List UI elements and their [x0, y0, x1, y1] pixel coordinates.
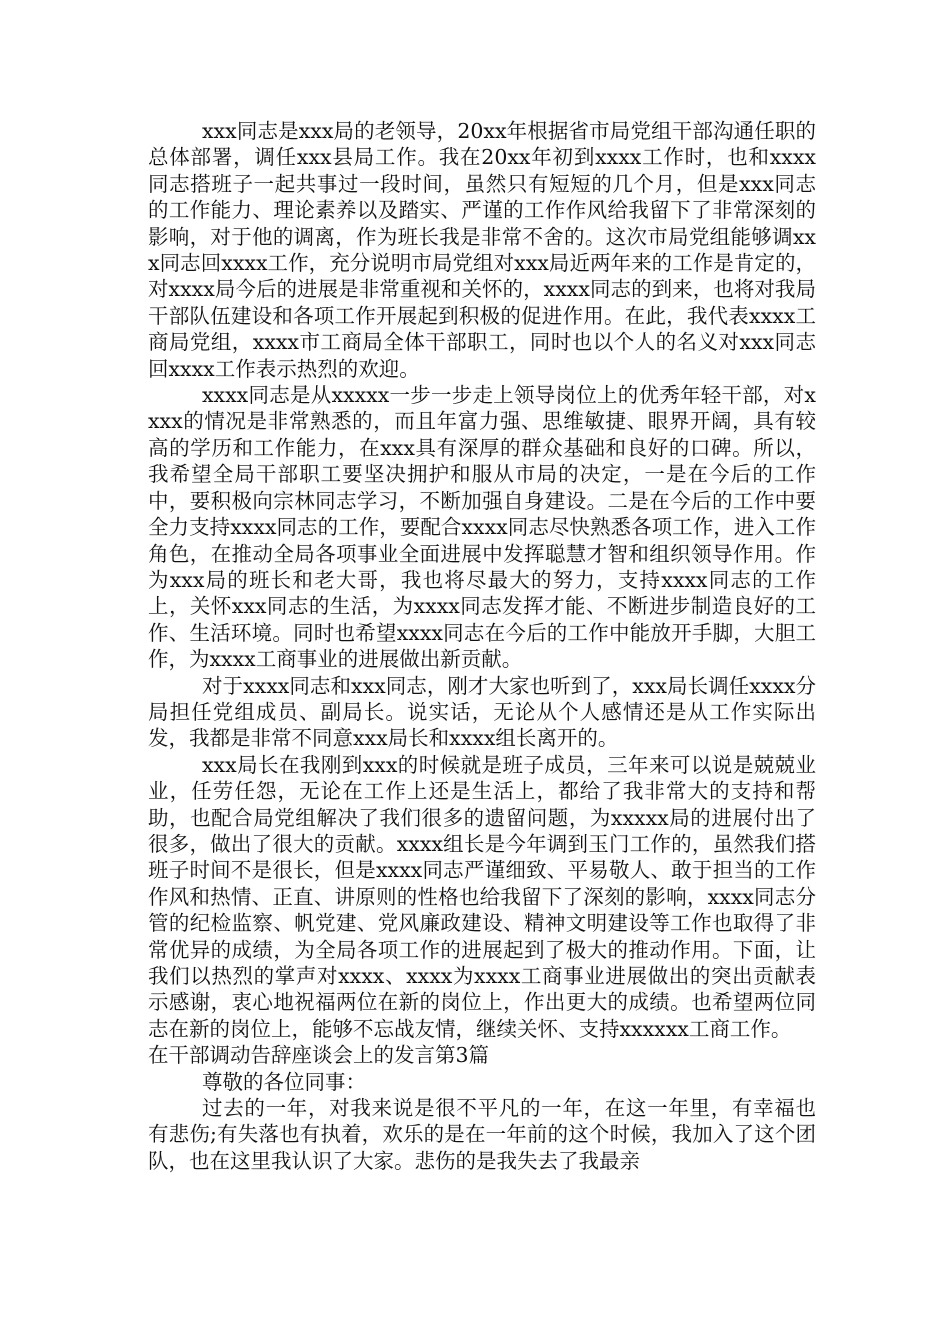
document-body: [148, 118, 816, 1174]
paragraph-2: xxxx同志是从xxxxx一步一步走上领导岗位上的优秀年轻干部，对xxxx的情况是非常熟悉的，而且年富力强、思维敏捷、眼界开阔，具有较高的学历和工作能力，在xxx具有深厚的群众基础和良好的口碑。所以，我希望全局干部职工要坚决拥护和服从市局的决定，一是在今后的工作中，要积极向宗林同志学习，不断加强自身建设。二是在今后的工作中要全力支持xxxx同志的工作，要配合xxxx同志尽快熟悉各项工作，进入工作角色，在推动全局各项事业全面进展中发挥聪慧才智和组织领导作用。作为xxx局的班长和老大哥，我也将尽最大的努力，支持xxxx同志的工作上，关怀xxx同志的生活，为xxxx同志发挥才能、不断进步制造良好的工作、生活环境。同时也希望xxxx同志在今后的工作中能放开手脚，大胆工作，为xxxx工商事业的进展做出新贡献。: [148, 383, 816, 672]
paragraph-3: 对于xxxx同志和xxx同志，刚才大家也听到了，xxx局长调任xxxx分局担任党组成员、副局长。说实话，无论从个人感情还是从工作实际出发，我都是非常不同意xxx局长和xxxx组长离开的。: [148, 673, 816, 751]
paragraph-4: xxx局长在我刚到xxx的时候就是班子成员，三年来可以说是兢兢业业，任劳任怨，无论在工作上还是生活上，都给了我非常大的支持和帮助，也配合局党组解决了我们很多的遗留问题，为xxxxx局的进展付出了很多，做出了很大的贡献。xxxx组长是今年调到玉门工作的，虽然我们搭班子时间不是很长，但是xxxx同志严谨细致、平易敬人、敢于担当的工作作风和热情、正直、讲原则的性格也给我留下了深刻的影响，xxxx同志分管的纪检监察、帆党建、党风廉政建设、精神文明建设等工作也取得了非常优异的成绩，为全局各项工作的进展起到了极大的推动作用。下面，让我们以热烈的掌声对xxxx、xxxx为xxxx工商事业进展做出的突出贡献表示感谢，衷心地祝福两位在新的岗位上，作出更大的成绩。也希望两位同志在新的岗位上，能够不忘战友情，继续关怀、支持xxxxxx工商工作。: [148, 752, 816, 1041]
salutation: 尊敬的各位同事：: [202, 1069, 366, 1094]
paragraph-5: 过去的一年，对我来说是很不平凡的一年，在这一年里，有幸福也有悲伤;有失落也有执着，欢乐的是在一年前的这个时候，我加入了这个团队，也在这里我认识了大家。悲伤的是我失去了我最亲: [148, 1096, 816, 1173]
paragraph-1: xxx同志是xxx局的老领导，20xx年根据省市局党组干部沟通任职的总体部署，调任xxx县局工作。我在20xx年初到xxxx工作时，也和xxxx同志搭班子一起共事过一段时间，虽然只有短短的几个月，但是xxx同志的工作能力、理论素养以及踏实、严谨的工作作风给我留下了非常深刻的影响，对于他的调离，作为班长我是非常不舍的。这次市局党组能够调xxx同志回xxxx工作，充分说明市局党组对xxx局近两年来的工作是肯定的，对xxxx局今后的进展是非常重视和关怀的，xxxx同志的到来，也将对我局干部队伍建设和各项工作开展起到积极的促进作用。在此，我代表xxxx工商局党组，xxxx市工商局全体干部职工，同时也以个人的名义对xxx同志回xxxx工作表示热烈的欢迎。: [148, 119, 816, 381]
section-heading: 在干部调动告辞座谈会上的发言第3篇: [148, 1043, 490, 1068]
